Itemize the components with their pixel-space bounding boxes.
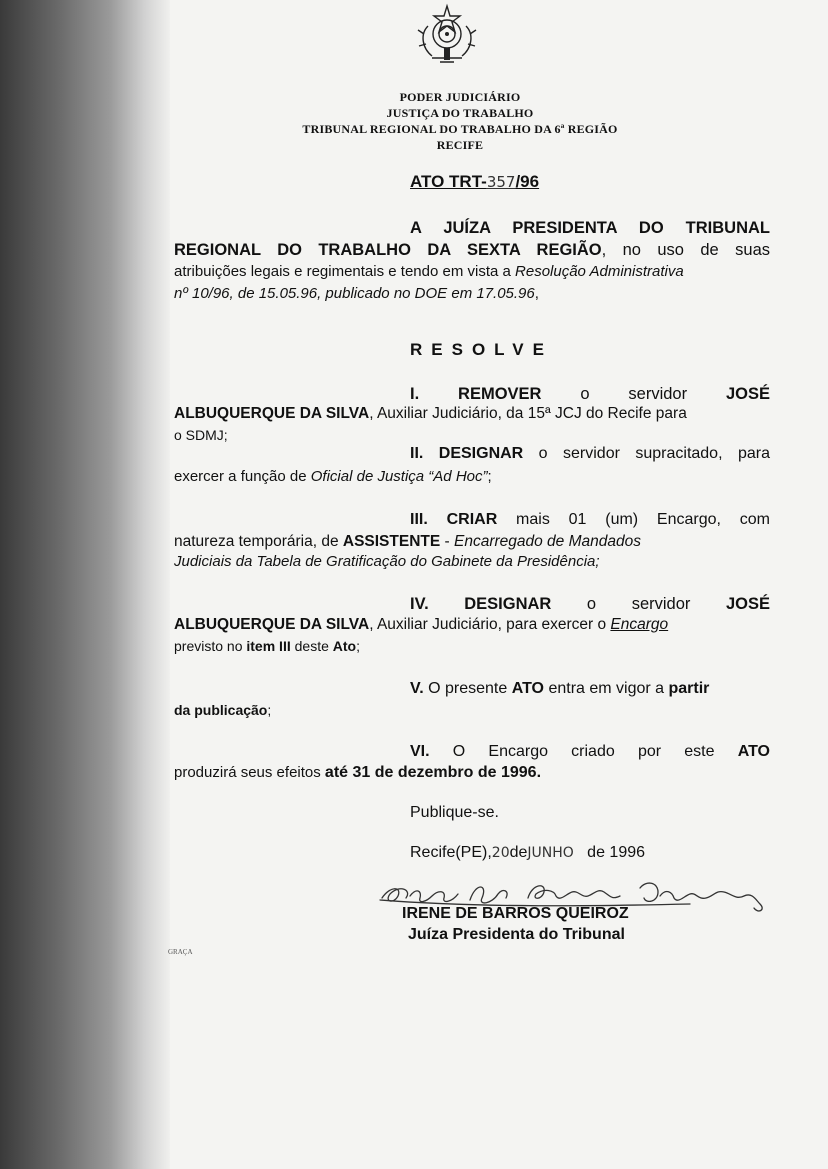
act-suffix: /96 bbox=[515, 172, 540, 191]
item-6-line-1: VI. O Encargo criado por este ATO bbox=[410, 743, 770, 760]
item-3-line-1: III. CRIAR mais 01 (um) Encargo, com bbox=[410, 511, 770, 528]
item-4-line-3: previsto no item III deste Ato; bbox=[174, 638, 360, 654]
preamble-line-3: atribuições legais e regimentais e tendo em vista a Resolução Administrativa bbox=[174, 263, 684, 280]
preamble-line-1: A JUÍZA PRESIDENTA DO TRIBUNAL bbox=[410, 219, 770, 237]
item-1-line-2: ALBUQUERQUE DA SILVA, Auxiliar Judiciário, da 15ª JCJ do Recife para bbox=[174, 405, 687, 422]
act-prefix: ATO TRT- bbox=[410, 172, 487, 191]
item-5-line-2: da publicação; bbox=[174, 702, 272, 718]
act-number-handwritten: 357 bbox=[486, 173, 516, 191]
header-line-1: PODER JUDICIÁRIO bbox=[399, 90, 521, 104]
resolve-heading: RESOLVE bbox=[410, 340, 553, 359]
item-1-line-3: o SDMJ; bbox=[174, 427, 228, 443]
coat-of-arms-seal-icon bbox=[410, 0, 484, 74]
publique-se: Publique-se. bbox=[410, 804, 499, 821]
item-3-line-2: natureza temporária, de ASSISTENTE - Encarregado de Mandados bbox=[174, 533, 641, 550]
header-line-2: JUSTIÇA DO TRABALHO bbox=[386, 106, 534, 120]
item-5-line-1: V. O presente ATO entra em vigor a partir bbox=[410, 680, 710, 697]
act-title bbox=[410, 172, 539, 192]
preamble-line-4: nº 10/96, de 15.05.96, publicado no DOE em 17.05.96, bbox=[174, 285, 539, 302]
date-line: Recife(PE),20deJUNHO de 1996 bbox=[410, 844, 646, 861]
signature-name: IRENE DE BARROS QUEIROZ bbox=[402, 905, 629, 922]
preamble-line-2: REGIONAL DO TRABALHO DA SEXTA REGIÃO, no uso de suas bbox=[174, 241, 770, 259]
item-3-line-3: Judiciais da Tabela de Gratificação do Gabinete da Presidência; bbox=[174, 553, 600, 570]
item-6-line-2: produzirá seus efeitos até 31 de dezembro de 1996. bbox=[174, 764, 542, 781]
item-4-line-1: IV. DESIGNAR o servidor JOSÉ bbox=[410, 595, 770, 613]
date-day-handwritten: 20 bbox=[491, 845, 510, 861]
item-4-line-2: ALBUQUERQUE DA SILVA, Auxiliar Judiciário, para exercer o Encargo bbox=[174, 616, 669, 633]
item-2-line-2: exercer a função de Oficial de Justiça “Ad Hoc”; bbox=[174, 468, 492, 485]
signature-role: Juíza Presidenta do Tribunal bbox=[408, 926, 625, 943]
header-line-4: RECIFE bbox=[436, 138, 484, 152]
item-2-line-1: II. DESIGNAR o servidor supracitado, para bbox=[410, 445, 770, 462]
date-month-handwritten: JUNHO bbox=[527, 845, 574, 861]
item-1-line-1: I. REMOVER o servidor JOSÉ bbox=[410, 385, 771, 403]
header-line-3: TRIBUNAL REGIONAL DO TRABALHO DA 6ª REGIÃO bbox=[302, 122, 618, 136]
footer-initials: GRAÇA bbox=[168, 948, 193, 956]
